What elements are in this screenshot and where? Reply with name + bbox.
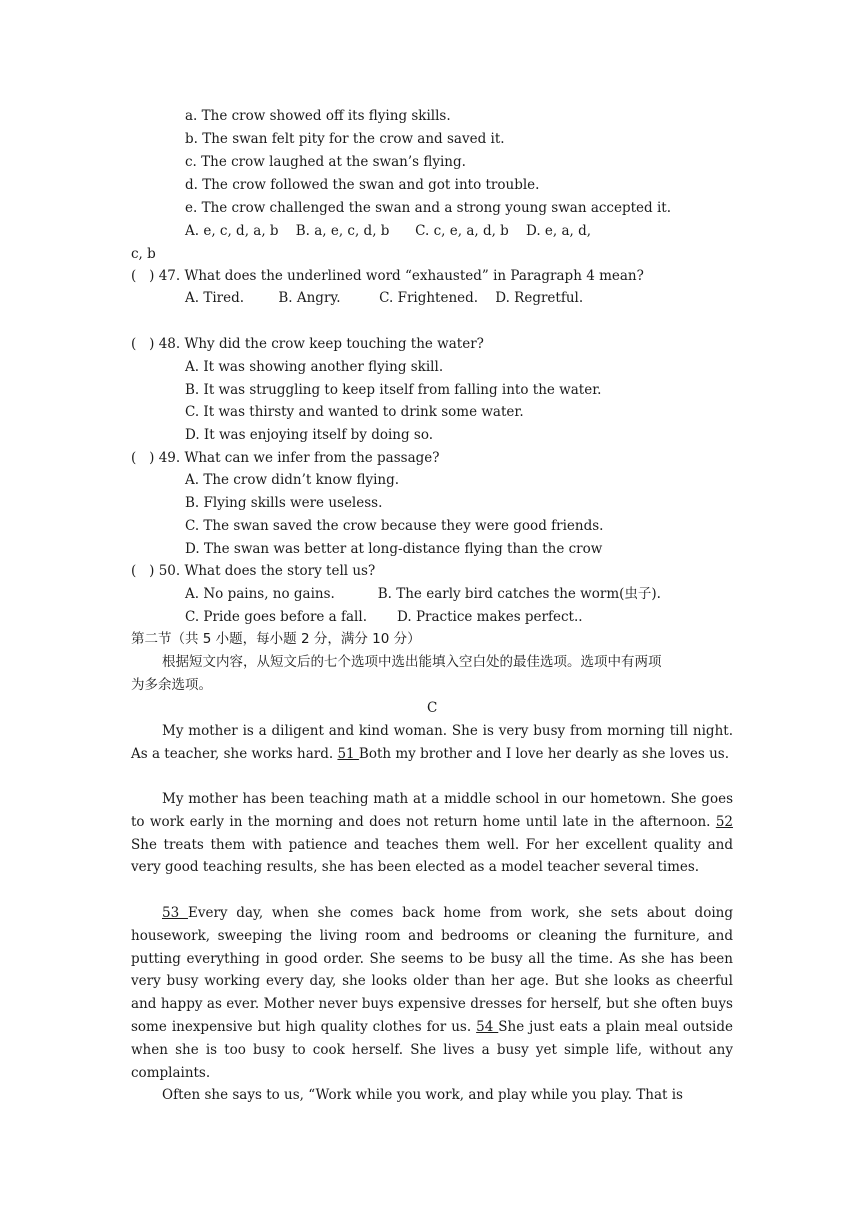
paragraph-3-text-b: She just eats a plain meal outside when she is too busy to cook herself. She lives a busy yet simple life, without any complaints. [131, 1018, 733, 1081]
q48-option-d: D. It was enjoying itself by doing so. [185, 427, 434, 443]
section-instruction-continued: 为多余选项。 [131, 677, 212, 693]
q49-option-a: A. The crow didn’t know flying. [185, 472, 400, 488]
q50-options-row1: A. No pains, no gains. B. The early bird catches the worm(虫子). [185, 586, 661, 602]
blank-51: 51 [337, 745, 359, 762]
q48-option-a: A. It was showing another flying skill. [185, 359, 444, 375]
q49-option-c: C. The swan saved the crow because they were good friends. [185, 518, 604, 534]
blank-54: 54 [476, 1018, 499, 1035]
q46-item-e: e. The crow challenged the swan and a strong young swan accepted it. [185, 200, 671, 216]
q48-option-c: C. It was thirsty and wanted to drink some water. [185, 404, 524, 420]
q49-option-b: B. Flying skills were useless. [185, 495, 383, 511]
passage-paragraph-4: Often she says to us, “Work while you work, and play while you play. That is [162, 1087, 683, 1103]
blank-53: 53 [162, 905, 188, 921]
q46-item-b: b. The swan felt pity for the crow and saved it. [185, 131, 505, 147]
blank-52: 52 [715, 813, 733, 830]
paragraph-1-text-b: Both my brother and I love her dearly as she loves us. [358, 745, 729, 762]
q49-option-d: D. The swan was better at long-distance flying than the crow [185, 541, 603, 557]
section-instruction: 根据短文内容，从短文后的七个选项中选出能填入空白处的最佳选项。选项中有两项 [162, 654, 662, 670]
q50-stem: ( ) 50. What does the story tell us? [131, 563, 376, 579]
paragraph-3-text-a: Every day, when she comes back home from work, she sets about doing housework, sweeping the living room and bedrooms or cleaning the furniture, and putting everything in good order. She seems to be busy all the time. As she has been very busy working every day, she looks older than her age. But she looks as cheerful and happy as ever. Mother never buys expensive dresses for herself, but she often buys some inexpensive but high quality clothes for us. [131, 905, 733, 1035]
q46-options: A. e, c, d, a, b B. a, e, c, d, b C. c, e, a, d, b D. e, a, d, [185, 223, 592, 239]
q48-option-b: B. It was struggling to keep itself from falling into the water. [185, 382, 602, 398]
q47-options: A. Tired. B. Angry. C. Frightened. D. Regretful. [185, 290, 584, 306]
paragraph-1-text-a: My mother is a diligent and kind woman. She is very busy from morning till night. As a teacher, she works hard. [131, 723, 733, 762]
q46-item-d: d. The crow followed the swan and got into trouble. [185, 177, 540, 193]
q47-stem: ( ) 47. What does the underlined word “exhausted” in Paragraph 4 mean? [131, 268, 644, 284]
q48-stem: ( ) 48. Why did the crow keep touching the water? [131, 336, 484, 352]
q49-stem: ( ) 49. What can we infer from the passage? [131, 450, 440, 466]
q46-item-a: a. The crow showed off its flying skills. [185, 108, 451, 124]
passage-paragraph-1 [131, 720, 733, 766]
passage-paragraph-3 [131, 902, 733, 1084]
q46-options-continued: c, b [131, 246, 156, 262]
q46-item-c: c. The crow laughed at the swan’s flying. [185, 154, 466, 170]
q50-options-row2: C. Pride goes before a fall. D. Practice makes perfect.. [185, 609, 583, 625]
paragraph-2-text-b: She treats them with patience and teaches them well. For her excellent quality and very good teaching results, she has been elected as a model teacher several times. [131, 836, 733, 876]
section-header: 第二节（共 5 小题，每小题 2 分，满分 10 分） [131, 631, 421, 647]
passage-letter: C [427, 700, 438, 716]
passage-paragraph-2 [131, 788, 733, 879]
paragraph-2-text-a: My mother has been teaching math at a middle school in our hometown. She goes to work early in the morning and does not return home until late in the afternoon. [131, 791, 733, 830]
